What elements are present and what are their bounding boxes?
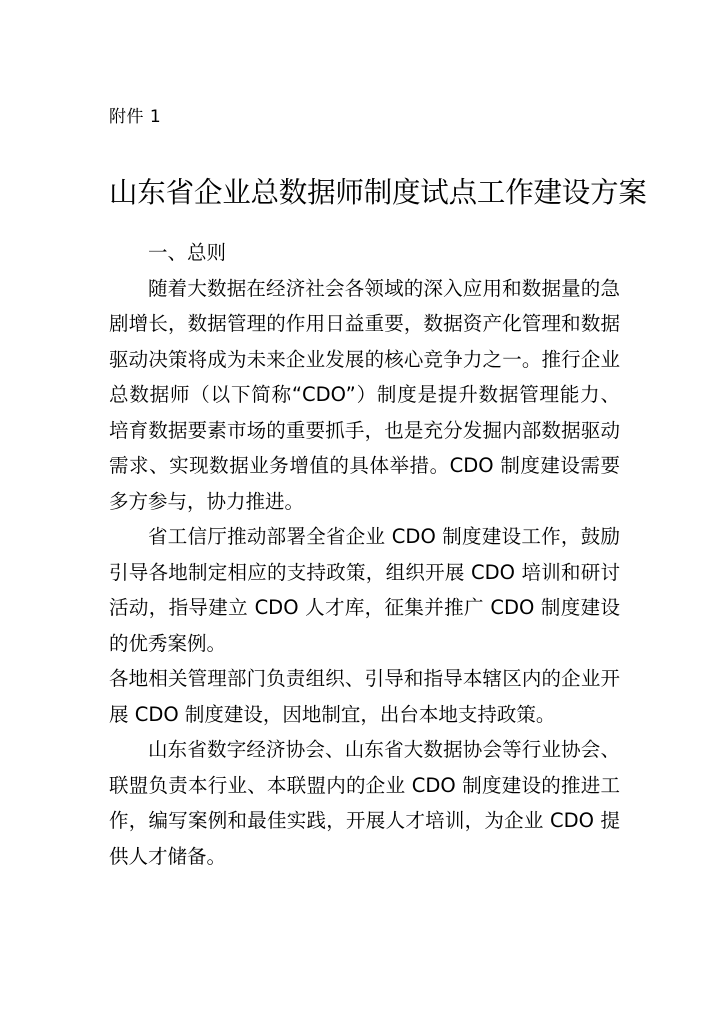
body-paragraph: 省工信厅推动部署全省企业 CDO 制度建设工作，鼓励引导各地制定相应的支持政策，组织开展 CDO 培训和研讨活动，指导建立 CDO 人才库，征集并推广 CDO 制度建设的优秀案例。 xyxy=(109,525,620,655)
document-body xyxy=(109,235,620,874)
body-paragraph: 随着大数据在经济社会各领域的深入应用和数据量的急剧增长，数据管理的作用日益重要，数据资产化管理和数据驱动决策将成为未来企业发展的核心竞争力之一。推行企业总数据师（以下简称“CDO”）制度是提升数据管理能力、培育数据要素市场的重要抓手，也是充分发掘内部数据驱动需求、实现数据业务增值的具体举措。CDO 制度建设需要多方参与，协力推进。 xyxy=(109,276,620,513)
section-heading: 一、总则 xyxy=(148,241,227,264)
body-paragraph: 各地相关管理部门负责组织、引导和指导本辖区内的企业开展 CDO 制度建设，因地制宜，出台本地支持政策。 xyxy=(109,667,620,726)
attachment-label: 附件 1 xyxy=(109,107,162,127)
document-title: 山东省企业总数据师制度试点工作建设方案 xyxy=(109,176,647,209)
body-paragraph: 山东省数字经济协会、山东省大数据协会等行业协会、联盟负责本行业、本联盟内的企业 CDO 制度建设的推进工作，编写案例和最佳实践，开展人才培训，为企业 CDO 提供人才储备。 xyxy=(109,738,620,868)
